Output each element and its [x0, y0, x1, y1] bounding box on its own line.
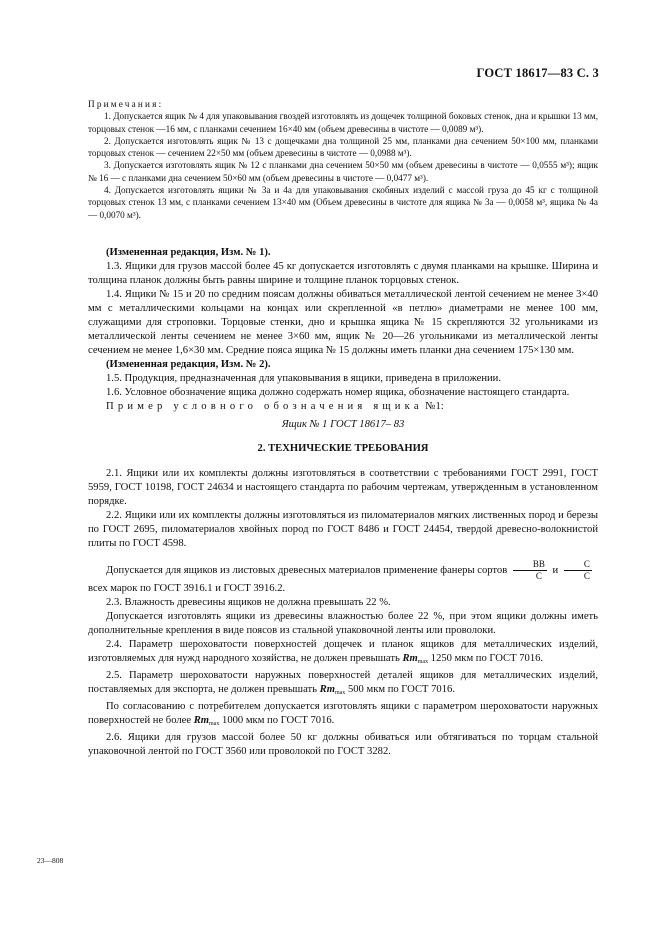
paragraph-2-6: 2.6. Ящики для грузов массой более 50 кг должны обиваться или обтягиваться по торцам стальной упаковочной лентой по ГОСТ 3560 или проволокой по ГОСТ 3282. [88, 731, 598, 757]
paragraph-2-5-text: 2.5. Параметр шероховатости наружных поверхностей деталей ящиков для металлических изделий, поставляемых для экспорта, не должен превышать [88, 669, 598, 695]
paragraph-2-4 [88, 638, 598, 669]
revision-note-2: (Измененная редакция, Изм. № 2). [106, 358, 271, 370]
plywood-text: Допускается для ящиков из листовых древесных материалов применение фанеры сортов [106, 564, 508, 576]
paragraph-1-4: 1.4. Ящики № 15 и 20 по средним поясам должны обиваться металлической лентой сечением не менее 3×40 мм с металлическими кольцами на концах или скрепленной «в петлю» диаметрами не менее 100 мм, служащими для строповки. Торцовые стенки, дно и крышка ящика № 15 скрепляются 32 угольниками из металлической ленты сечением не менее 3×60 мм, ящик № 20—26 угольниками из металлической ленты сечением не менее 1,6×30 мм. Средние пояса ящика № 15 должны иметь планки дна сечением 175×130 мм. [88, 288, 598, 356]
note-3: 3. Допускается изготовлять ящик № 12 с планками дна сечением 50×50 мм (объем древесины в чистоте — 0,0555 м³); ящик № 16 — с планками дна сечением 50×60 мм (объем древесины в чистоте — 0,0477 м³). [88, 160, 598, 183]
rm-subscript: max [417, 658, 429, 665]
and-word: и [552, 564, 559, 576]
paragraph-2-4-text: 2.4. Параметр шероховатости поверхностей дощечек и планок ящиков для металлических изделий, изготовляемых для нужд народного хозяйства, не должен превышать [88, 638, 598, 664]
paragraph-2-5c [88, 700, 598, 731]
paragraph-1-6: 1.6. Условное обозначение ящика должно содержать номер ящика, обозначение настоящего стандарта. [106, 386, 570, 398]
paragraph-plywood [88, 559, 598, 582]
paragraph-2-3b: Допускается изготовлять ящики из древесины влажностью более 22 %, при этом ящики должны иметь дополнительные крепления в виде поясов из стальной упаковочной ленты или проволоки. [88, 610, 598, 636]
revision-note-1: (Измененная редакция, Изм. № 1). [106, 246, 271, 258]
example-number: №1: [425, 400, 444, 412]
fraction-bb-c [513, 559, 547, 582]
paragraph-1-3: 1.3. Ящики для грузов массой более 45 кг допускается изготовлять с двумя планками на крышке. Ширина и толщина планок должны быть равны ширине и толщине планок торцовых стенок. [88, 260, 598, 286]
rm-symbol: Rm [319, 683, 335, 695]
section-2-title: 2. ТЕХНИЧЕСКИЕ ТРЕБОВАНИЯ [257, 442, 429, 454]
fraction-2-numerator: С [564, 559, 592, 571]
fraction-2-denominator: С [583, 570, 590, 581]
paragraph-1-5: 1.5. Продукция, предназначенная для упаковывания в ящики, приведена в приложении. [106, 372, 502, 384]
paragraph-2-5c-text: По согласованию с потребителем допускается изготовлять ящики с параметром шероховатости наружных поверхностей не более [88, 700, 598, 726]
rm-symbol: Rm [402, 652, 418, 664]
example-value: Ящик № 1 ГОСТ 18617– 83 [281, 418, 405, 430]
paragraph-2-1: 2.1. Ящики или их комплекты должны изготовляться в соответствии с требованиями ГОСТ 2991, ГОСТ 5959, ГОСТ 10198, ГОСТ 24634 и настоящего стандарта по рабочим чертежам, утвержденным в установленном порядке. [88, 467, 598, 507]
paragraph-2-2: 2.2. Ящики или их комплекты должны изготовляться из пиломатериалов мягких лиственных пород и березы по ГОСТ 2695, пиломатериалов хвойных пород по ГОСТ 8486 и ГОСТ 24454, твердой древесно-волокнистой плиты по ГОСТ 4598. [88, 509, 598, 549]
note-1: 1. Допускается ящик № 4 для упаковывания гвоздей изготовлять из дощечек толщиной боковых стенок, дна и крышки 13 мм, торцовых стенок —16 мм, с планками сечением 16×40 мм (объем древесины в чистоте — 0,0089 м³). [88, 111, 598, 134]
example-label: Пример условного обозначения ящика [106, 400, 423, 412]
paragraph-2-5c-value: 1000 мкм по ГОСТ 7016. [222, 714, 335, 726]
fraction-c-c [564, 559, 592, 582]
note-4: 4. Допускается изготовлять ящики № 3а и 4а для упаковывания скобяных изделий с массой груза до 45 кг с толщиной торцовых стенок 13 мм, с планками сечением 13×40 мм (Объем древесины в чистоте для ящика № 3а — 0,0058 м³, ящика № 4а — 0,0070 м³). [88, 185, 598, 220]
page-header: ГОСТ 18617—83 С. 3 [476, 66, 599, 80]
example-heading [88, 400, 598, 414]
fraction-1-numerator: ВВ [513, 559, 547, 571]
main-text [88, 246, 598, 759]
paragraph-2-3: 2.3. Влажность древесины ящиков не должна превышать 22 %. [106, 596, 391, 608]
rm-subscript: max [209, 720, 220, 727]
plywood-tail: всех марок по ГОСТ 3916.1 и ГОСТ 3916.2. [88, 582, 286, 594]
notes-block [88, 98, 598, 221]
footer-code: 23—808 [37, 856, 64, 865]
paragraph-2-5 [88, 669, 598, 700]
document-body [88, 98, 598, 759]
paragraph-2-5-value: 500 мкм по ГОСТ 7016. [347, 683, 455, 695]
rm-subscript: max [334, 689, 346, 696]
notes-heading: Примечания: [88, 99, 164, 109]
rm-symbol: Rm [193, 714, 210, 726]
note-2: 2. Допускается изготовлять ящик № 13 с дощечками дна толщиной 25 мм, планками дна сечением 50×100 мм, планками торцовых стенок — сечением 22×50 мм (объем древесины в чистоте — 0,0988 м³). [88, 135, 598, 159]
fraction-1-denominator: С [535, 570, 542, 581]
paragraph-2-4-value: 1250 мкм по ГОСТ 7016. [430, 652, 544, 664]
